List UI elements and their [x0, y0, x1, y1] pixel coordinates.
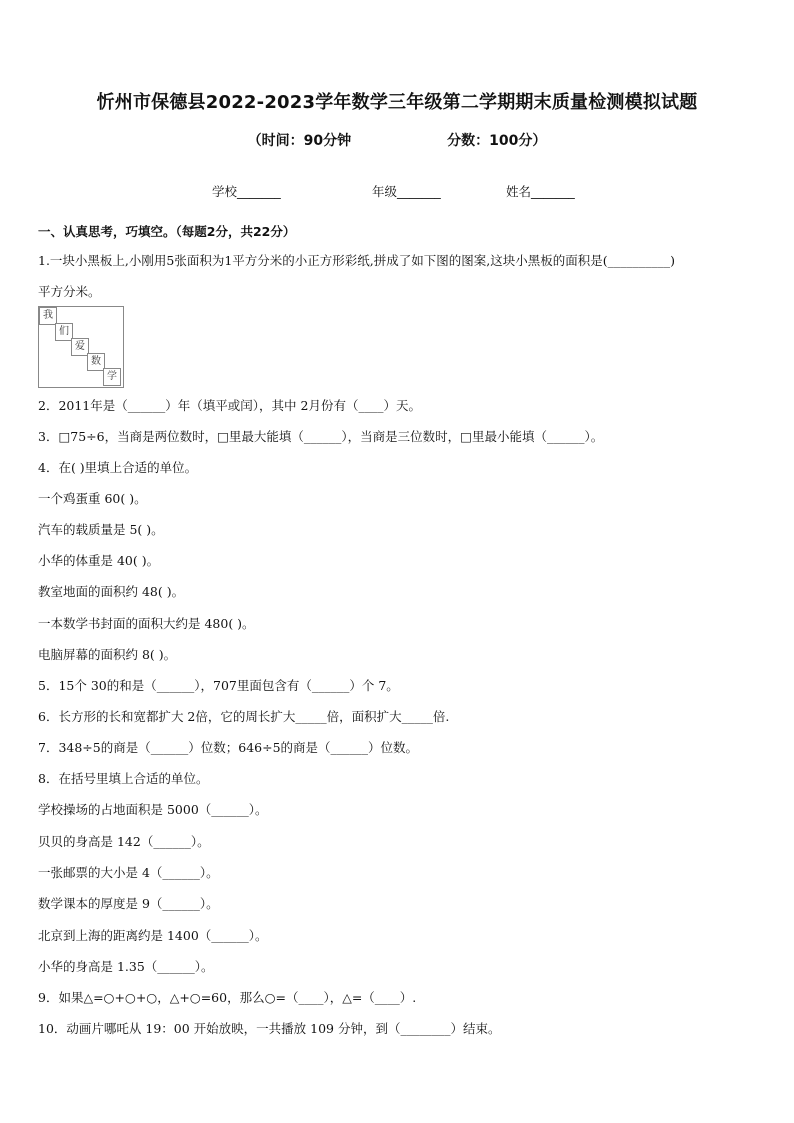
question-9: 9．如果△=○+○+○，△+○=60，那么○=（____），△=（____）.	[38, 990, 417, 1005]
grid-cell: 们	[55, 323, 73, 341]
question-8-item: 数学课本的厚度是 9（______）。	[38, 896, 219, 911]
time-label: （时间：90分钟	[247, 133, 352, 149]
grid-cell: 数	[87, 353, 105, 371]
question-2: 2．2011年是（______）年（填平或闰），其中 2月份有（____）天。	[38, 398, 421, 413]
question-8-item: 小华的身高是 1.35（______）。	[38, 959, 214, 974]
question-4-item: 教室地面的面积约 48( )。	[38, 584, 185, 599]
question-4-item: 小华的体重是 40( )。	[38, 553, 160, 568]
name-field: 姓名_______	[506, 184, 575, 199]
question-8-item: 一张邮票的大小是 4（______）。	[38, 865, 219, 880]
question-4-item: 电脑屏幕的面积约 8( )。	[38, 647, 177, 662]
question-3: 3．□75÷6，当商是两位数时，□里最大能填（______），当商是三位数时，□里最小能填（______）。	[38, 429, 604, 444]
word-grid-figure	[38, 306, 124, 388]
question-8-item: 北京到上海的距离约是 1400（______）。	[38, 928, 268, 943]
question-1-line-2: 平方分米。	[38, 284, 101, 299]
question-4-item: 一个鸡蛋重 60( )。	[38, 491, 147, 506]
exam-subtitle	[0, 130, 794, 150]
school-field: 学校_______	[212, 184, 281, 199]
grade-field: 年级_______	[372, 184, 441, 199]
question-8-item: 学校操场的占地面积是 5000（______）。	[38, 802, 268, 817]
grid-cell: 我	[39, 307, 57, 325]
question-4: 4．在( )里填上合适的单位。	[38, 460, 198, 475]
section-heading: 一、认真思考，巧填空。（每题2分，共22分）	[38, 224, 296, 239]
question-10: 10．动画片哪吒从 19：00 开始放映，一共播放 109 分钟，到（________）结束。	[38, 1021, 501, 1036]
question-4-item: 一本数学书封面的面积大约是 480( )。	[38, 616, 255, 631]
question-8: 8．在括号里填上合适的单位。	[38, 771, 209, 786]
score-label: 分数：100分）	[447, 133, 547, 149]
grid-cell: 爱	[71, 338, 89, 356]
question-8-item: 贝贝的身高是 142（______）。	[38, 834, 210, 849]
exam-title: 忻州市保德县2022-2023学年数学三年级第二学期期末质量检测模拟试题	[96, 92, 698, 113]
question-7: 7．348÷5的商是（______）位数；646÷5的商是（______）位数。	[38, 740, 419, 755]
question-1-line-1: 1.一块小黑板上,小刚用5张面积为1平方分米的小正方形彩纸,拼成了如下图的图案,这块小黑板的面积是(__________)	[38, 253, 676, 268]
question-6: 6．长方形的长和宽都扩大 2倍，它的周长扩大_____倍，面积扩大_____倍.	[38, 709, 450, 724]
grid-cell: 学	[103, 368, 121, 386]
question-5: 5．15个 30的和是（______），707里面包含有（______）个 7。	[38, 678, 399, 693]
question-4-item: 汽车的载质量是 5( )。	[38, 522, 164, 537]
